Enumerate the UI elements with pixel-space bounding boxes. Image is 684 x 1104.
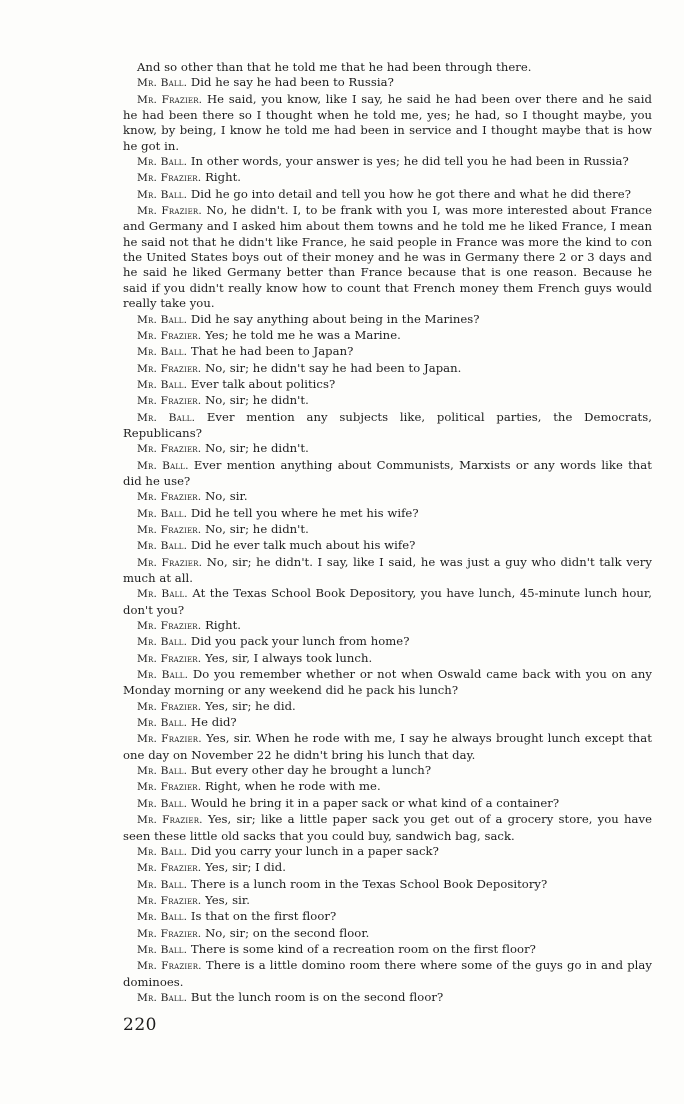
- testimony-paragraph: [123, 796, 652, 812]
- testimony-paragraph: [123, 361, 652, 377]
- speaker-name: Mr. Frazier.: [137, 700, 202, 713]
- testimony-paragraph: [123, 187, 652, 203]
- testimony-paragraph: [123, 344, 652, 360]
- speaker-name: Mr. Ball.: [137, 878, 188, 891]
- testimony-paragraph: [123, 441, 652, 457]
- paragraph-text: He said, you know, like I say, he said he had been over there and he said he had been there so I thought when he told me, yes; he had, so I thought maybe, you know, by being, I know he told me had been in service and I thought maybe that is how he got in.: [123, 91, 652, 153]
- testimony-paragraph: [123, 312, 652, 328]
- paragraph-text: Would he bring it in a paper sack or what kind of a container?: [190, 795, 560, 810]
- paragraph-text: No, sir; he didn't say he had been to Japan.: [205, 360, 462, 375]
- speaker-name: Mr. Ball.: [137, 911, 188, 924]
- testimony-paragraph: [123, 877, 652, 893]
- paragraph-text: Yes, sir. When he rode with me, I say he always brought lunch except that one day on November 22 he didn't bring his lunch that day.: [123, 731, 652, 762]
- paragraph-text: Yes, sir; I did.: [205, 860, 286, 875]
- testimony-paragraph: [123, 812, 652, 844]
- testimony-paragraph: [123, 555, 652, 587]
- paragraph-text: Did he say anything about being in the Marines?: [190, 311, 480, 326]
- speaker-name: Mr. Ball.: [137, 636, 188, 649]
- testimony-paragraph: [123, 667, 652, 699]
- speaker-name: Mr. Frazier.: [137, 960, 202, 973]
- paragraph-text: No, sir; he didn't. I say, like I said, he was just a guy who didn't talk very much at all.: [123, 554, 652, 585]
- testimony-paragraph: [123, 958, 652, 990]
- paragraph-text: Right.: [205, 618, 242, 633]
- testimony-paragraph: [123, 699, 652, 715]
- speaker-name: Mr. Ball.: [137, 845, 188, 858]
- speaker-name: Mr. Frazier.: [137, 814, 203, 827]
- speaker-name: Mr. Frazier.: [137, 523, 202, 536]
- testimony-paragraph: [123, 779, 652, 795]
- testimony-paragraph: [123, 990, 652, 1006]
- testimony-paragraph: [123, 489, 652, 505]
- speaker-name: Mr. Frazier.: [137, 491, 202, 504]
- paragraph-text: And so other than that he told me that he had been through there.: [137, 60, 532, 74]
- paragraph-text: Did you carry your lunch in a paper sack?: [190, 843, 439, 858]
- speaker-name: Mr. Frazier.: [137, 733, 202, 746]
- speaker-name: Mr. Frazier.: [137, 781, 202, 794]
- testimony-paragraph: [123, 75, 652, 91]
- speaker-name: Mr. Ball.: [137, 188, 188, 201]
- page-number: 220: [123, 1015, 157, 1035]
- paragraph-text: There is a lunch room in the Texas School Book Depository?: [190, 876, 548, 891]
- speaker-name: Mr. Frazier.: [137, 362, 202, 375]
- paragraph-text: Ever mention anything about Communists, Marxists or any words like that did he use?: [123, 457, 652, 488]
- speaker-name: Mr. Frazier.: [137, 894, 202, 907]
- testimony-paragraph: [123, 926, 652, 942]
- testimony-paragraph: [123, 893, 652, 909]
- testimony-paragraph: [123, 651, 652, 667]
- testimony-transcript: [123, 60, 652, 1006]
- paragraph-text: That he had been to Japan?: [190, 344, 354, 359]
- paragraph-text: Did he ever talk much about his wife?: [190, 538, 416, 553]
- testimony-paragraph: [123, 458, 652, 490]
- paragraph-text: Is that on the first floor?: [190, 909, 337, 924]
- paragraph-text: Yes, sir, I always took lunch.: [205, 650, 373, 665]
- speaker-name: Mr. Ball.: [137, 588, 188, 601]
- testimony-paragraph: [123, 154, 652, 170]
- paragraph-text: In other words, your answer is yes; he did tell you he had been in Russia?: [190, 154, 629, 169]
- paragraph-text: Right.: [205, 170, 242, 185]
- speaker-name: Mr. Ball.: [137, 411, 196, 424]
- testimony-paragraph: [123, 393, 652, 409]
- testimony-paragraph: [123, 586, 652, 618]
- paragraph-text: But the lunch room is on the second floor?: [190, 989, 444, 1004]
- testimony-paragraph: [123, 328, 652, 344]
- testimony-paragraph: [123, 860, 652, 876]
- testimony-paragraph: [123, 522, 652, 538]
- paragraph-text: There is a little domino room there where some of the guys go in and play dominoes.: [123, 958, 652, 989]
- speaker-name: Mr. Ball.: [137, 540, 188, 553]
- paragraph-text: Yes; he told me he was a Marine.: [205, 327, 401, 342]
- paragraph-text: Yes, sir; like a little paper sack you get out of a grocery store, you have seen these little old sacks that you could buy, sandwich bag, sack.: [123, 812, 652, 843]
- speaker-name: Mr. Frazier.: [137, 205, 202, 218]
- testimony-paragraph: [123, 92, 652, 154]
- paragraph-text: There is some kind of a recreation room on the first floor?: [190, 941, 536, 956]
- paragraph-text: But every other day he brought a lunch?: [190, 763, 432, 778]
- paragraph-text: At the Texas School Book Depository, you have lunch, 45-minute lunch hour, don't you?: [123, 586, 652, 617]
- speaker-name: Mr. Frazier.: [137, 395, 202, 408]
- testimony-paragraph: [123, 942, 652, 958]
- speaker-name: Mr. Ball.: [137, 943, 188, 956]
- speaker-name: Mr. Ball.: [137, 459, 189, 472]
- speaker-name: Mr. Ball.: [137, 378, 188, 391]
- paragraph-text: He did?: [190, 715, 237, 730]
- paragraph-text: No, sir; he didn't.: [205, 521, 309, 536]
- paragraph-text: No, sir; he didn't.: [205, 393, 309, 408]
- speaker-name: Mr. Ball.: [137, 77, 188, 90]
- testimony-paragraph: [123, 731, 652, 763]
- testimony-paragraph: [123, 538, 652, 554]
- speaker-name: Mr. Frazier.: [137, 443, 202, 456]
- testimony-paragraph: [123, 634, 652, 650]
- testimony-paragraph: [123, 203, 652, 311]
- speaker-name: Mr. Ball.: [137, 346, 188, 359]
- testimony-paragraph: [123, 715, 652, 731]
- testimony-paragraph: [123, 506, 652, 522]
- testimony-paragraph: [123, 618, 652, 634]
- speaker-name: Mr. Frazier.: [137, 172, 202, 185]
- speaker-name: Mr. Ball.: [137, 991, 188, 1004]
- speaker-name: Mr. Ball.: [137, 765, 188, 778]
- speaker-name: Mr. Frazier.: [137, 556, 203, 569]
- paragraph-text: Do you remember whether or not when Oswald came back with you on any Monday morning or any weekend did he pack his lunch?: [123, 667, 652, 698]
- testimony-paragraph: [123, 909, 652, 925]
- testimony-paragraph: [123, 410, 652, 442]
- speaker-name: Mr. Frazier.: [137, 93, 203, 106]
- speaker-name: Mr. Frazier.: [137, 652, 202, 665]
- speaker-name: Mr. Ball.: [137, 507, 188, 520]
- paragraph-text: Yes, sir; he did.: [205, 698, 296, 713]
- paragraph-text: Ever talk about politics?: [190, 376, 336, 391]
- speaker-name: Mr. Ball.: [137, 313, 188, 326]
- paragraph-text: No, he didn't. I, to be frank with you I, was more interested about France and Germany and I asked him about them towns and he told me he liked France, I mean he said not that he didn't like France, he said people in France was more the kind to con the United States boys out of their money and he was in Germany there 2 or 3 days and he said he liked Germany better than France because that is one reason. Because he said if you didn't really know how to count that French money them French guys would really take you.: [123, 203, 652, 311]
- paragraph-text: Did you pack your lunch from home?: [190, 634, 410, 649]
- testimony-paragraph: [123, 844, 652, 860]
- speaker-name: Mr. Frazier.: [137, 329, 202, 342]
- speaker-name: Mr. Ball.: [137, 797, 188, 810]
- paragraph-text: Yes, sir.: [205, 892, 250, 907]
- speaker-name: Mr. Frazier.: [137, 620, 202, 633]
- testimony-paragraph: [123, 377, 652, 393]
- speaker-name: Mr. Frazier.: [137, 862, 202, 875]
- paragraph-text: No, sir; on the second floor.: [205, 925, 370, 940]
- paragraph-text: Right, when he rode with me.: [205, 779, 381, 794]
- paragraph-text: Did he tell you where he met his wife?: [190, 505, 419, 520]
- testimony-paragraph: [123, 60, 652, 75]
- paragraph-text: Ever mention any subjects like, political parties, the Democrats, Republicans?: [123, 409, 652, 440]
- speaker-name: Mr. Ball.: [137, 156, 188, 169]
- paragraph-text: No, sir; he didn't.: [205, 441, 309, 456]
- testimony-paragraph: [123, 170, 652, 186]
- speaker-name: Mr. Ball.: [137, 717, 188, 730]
- speaker-name: Mr. Frazier.: [137, 927, 202, 940]
- speaker-name: Mr. Ball.: [137, 669, 189, 682]
- testimony-paragraph: [123, 763, 652, 779]
- paragraph-text: Did he go into detail and tell you how he got there and what he did there?: [190, 186, 631, 201]
- paragraph-text: Did he say he had been to Russia?: [190, 75, 394, 90]
- paragraph-text: No, sir.: [205, 489, 248, 504]
